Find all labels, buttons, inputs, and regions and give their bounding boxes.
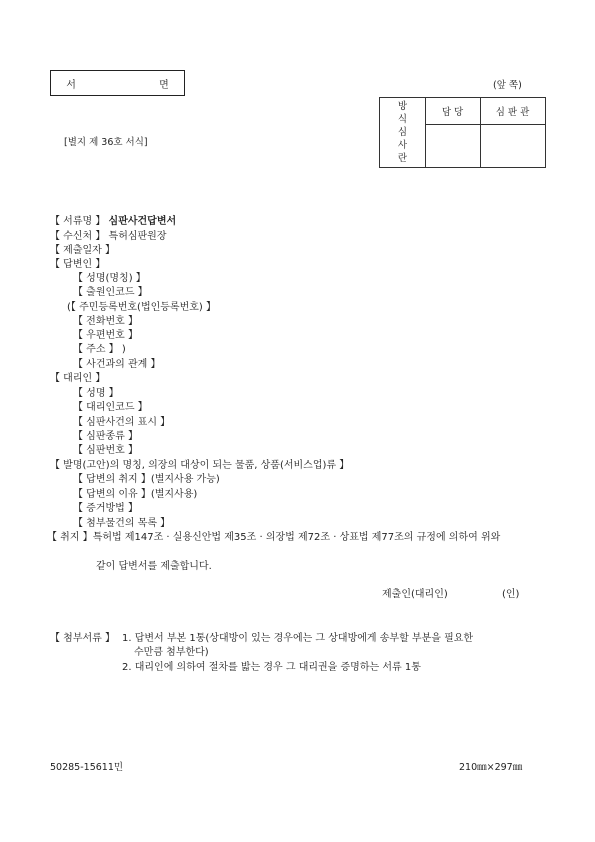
- postal-code-label: 【 우편번호 】: [73, 330, 138, 341]
- respondent-name-label: 【 성명(명칭) 】: [73, 273, 146, 284]
- approval-table: [379, 97, 546, 168]
- phone-label: 【 전화번호 】: [73, 316, 138, 327]
- recipient-label: 【 수신처 】: [50, 231, 106, 242]
- address-label: 【 주소 】 ): [73, 344, 126, 355]
- trial-number-label: 【 심판번호 】: [73, 445, 138, 456]
- footer-code: 50285-15611민: [50, 762, 124, 773]
- recipient-value: 특허심판원장: [108, 231, 167, 242]
- attachment-item-1-cont: 수만큼 첨부한다): [134, 647, 209, 658]
- seal-mark: (인): [502, 589, 520, 600]
- doc-name-row: [50, 212, 176, 227]
- paper-size: 210㎜×297㎜: [459, 762, 523, 773]
- submitter-label: 제출인(대리인): [382, 589, 448, 600]
- purpose-text-line2: 같이 답변서를 제출합니다.: [96, 561, 212, 572]
- doc-name-value: 심판사건답변서: [108, 216, 177, 227]
- form-number: [별지 제 36호 서식]: [64, 137, 148, 148]
- respondent-label: 【 답변인 】: [50, 259, 106, 270]
- case-display-label: 【 심판사건의 표시 】: [73, 417, 171, 428]
- attached-items-label: 【 첨부물건의 목록 】: [73, 518, 171, 529]
- evidence-label: 【 증거방법 】: [73, 503, 138, 514]
- resident-number-label: (【 주민등록번호(법인등록번호) 】: [67, 302, 216, 313]
- approval-char: 식: [397, 114, 408, 125]
- submit-date-label: 【 제출일자 】: [50, 245, 115, 256]
- approval-char: 심: [397, 127, 408, 138]
- invention-title-label: 【 발명(고안)의 명칭, 의장의 대상이 되는 물품, 상품(서비스업)류 】: [50, 460, 350, 471]
- doc-name-label: 【 서류명 】: [50, 216, 106, 227]
- attachment-item-2: 2. 대리인에 의하여 절차를 밟는 경우 그 대리권을 증명하는 서류 1통: [122, 662, 421, 673]
- page-side-label: (앞 쪽): [493, 80, 522, 91]
- agent-code-label: 【 대리인코드 】: [73, 402, 148, 413]
- recipient-row: [50, 227, 167, 242]
- approval-col-judge: 심 판 관: [495, 107, 530, 118]
- purpose-row: [47, 528, 500, 543]
- approval-col-manager: 담 당: [441, 107, 464, 118]
- purpose-label: 【 취지 】: [47, 532, 93, 543]
- approval-vertical-label: [380, 100, 425, 165]
- document-type-box: [50, 70, 209, 96]
- trial-type-label: 【 심판종류 】: [73, 431, 138, 442]
- approval-divider: [425, 124, 545, 125]
- case-relation-label: 【 사건과의 관계 】: [73, 359, 161, 370]
- answer-purpose-label: 【 답변의 취지 】(별지사용 가능): [73, 474, 220, 485]
- approval-char: 란: [397, 153, 408, 164]
- document-type-label: 서 면: [66, 79, 209, 91]
- approval-char: 방: [397, 101, 408, 112]
- applicant-code-label: 【 출원인코드 】: [73, 287, 148, 298]
- attachments-label: 【 첨부서류 】: [50, 633, 115, 644]
- attachment-item-1: 1. 답변서 부본 1통(상대방이 있는 경우에는 그 상대방에게 송부할 부분을 필요한: [122, 633, 474, 644]
- approval-char: 사: [397, 140, 408, 151]
- answer-reason-label: 【 답변의 이유 】(별지사용): [73, 489, 198, 500]
- agent-name-label: 【 성명 】: [73, 388, 119, 399]
- agent-label: 【 대리인 】: [50, 373, 106, 384]
- purpose-text-line1: 특허법 제147조 · 실용신안법 제35조 · 의장법 제72조 · 상표법 제77조의 규정에 의하여 위와: [92, 532, 501, 543]
